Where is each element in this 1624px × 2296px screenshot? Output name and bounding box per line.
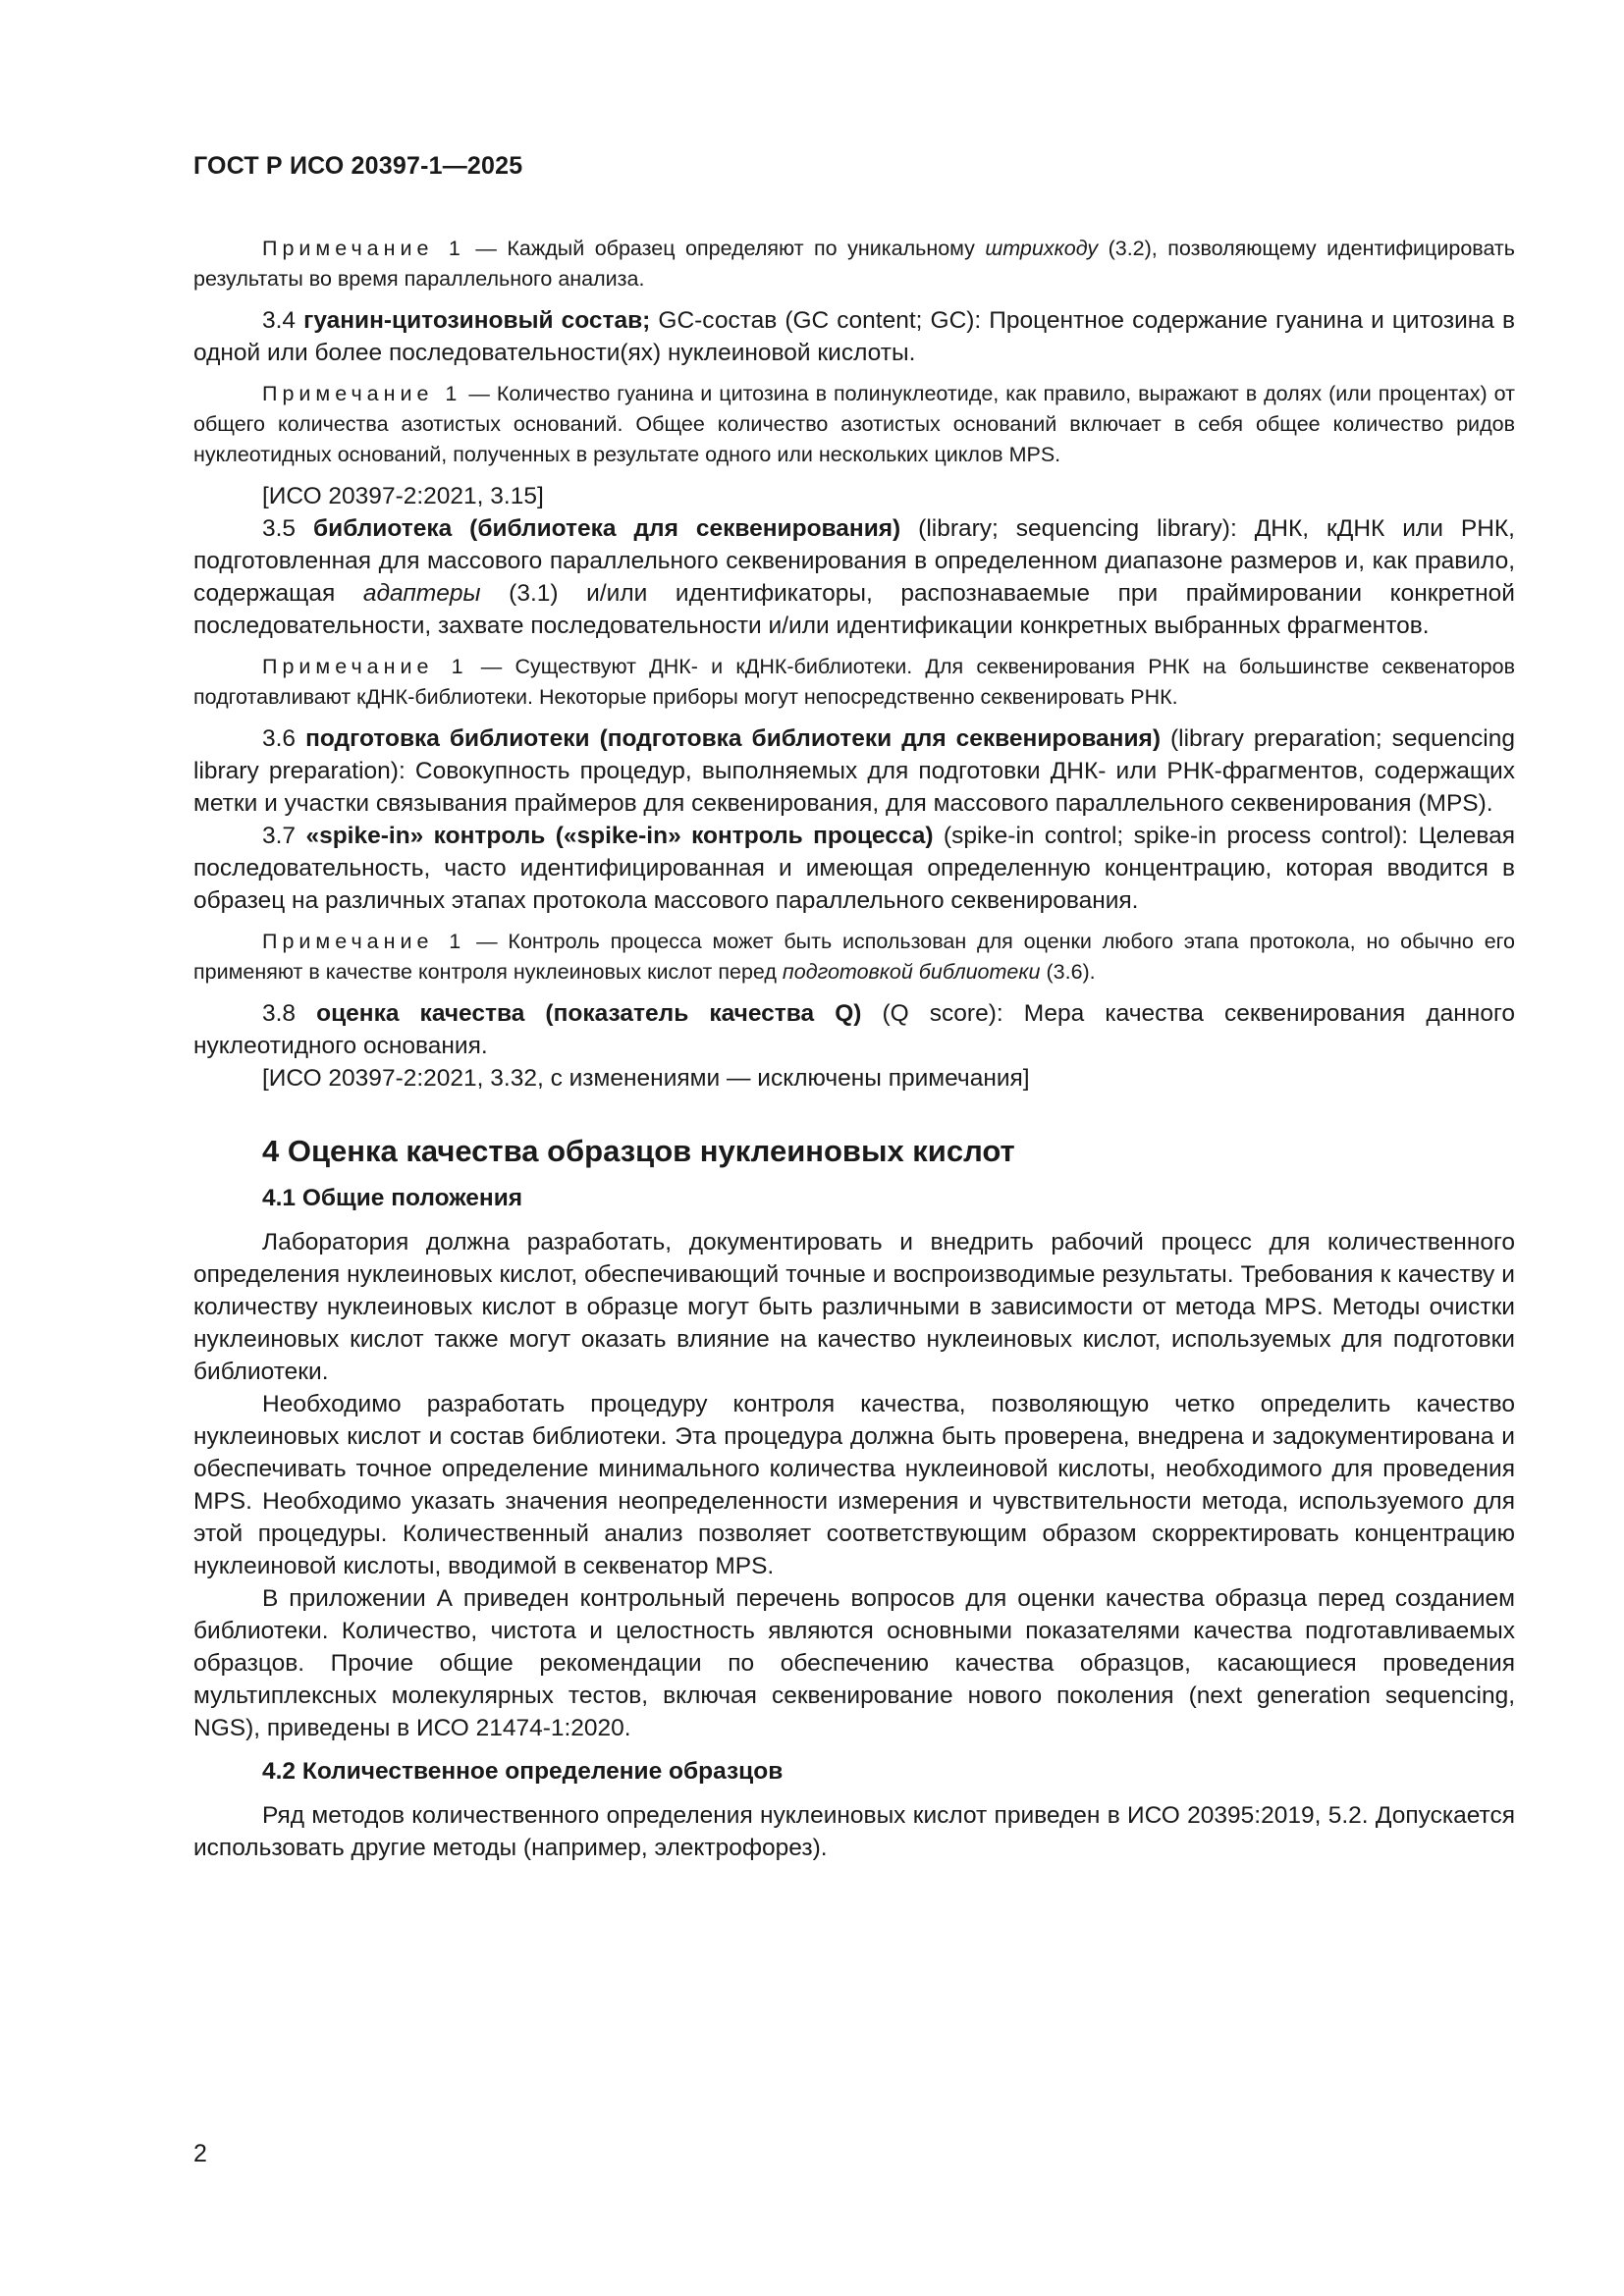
note-3-7: Примечание 1 — Контроль процесса может быть использован для оценки любого этапа протокола, но обычно его применяют в качестве контроля нуклеиновых кислот перед подготовкой библиотеки (3.6). [193,930,1516,984]
section-4-2-paragraph: Ряд методов количественного определения нуклеиновых кислот приведен в ИСО 20395:2019, 5.2. Допускается использовать другие методы (например, электрофорез). [193,1802,1515,1861]
term-3-5: 3.5 библиотека (библиотека для секвенирования) (library; sequencing library): ДНК, кДНК или РНК, подготовленная для массового параллельного секвенирования в определенном диапазоне размеров и, как правило, содержащая адаптеры (3.1) и/или идентификаторы, распознаваемые при праймировании конкретной последовательности, захвате последовательности и/или идентификации конкретных выбранных фрагментов. [193,515,1515,639]
section-4-2-heading: 4.2 Количественное определение образцов [262,1758,784,1785]
source-3-4: [ИСО 20397-2:2021, 3.15] [262,483,544,509]
page-number: 2 [193,2140,207,2167]
note-3-4: Примечание 1 — Количество гуанина и цитозина в полинуклеотиде, как правило, выражают в долях (или процентах) от общего количества азотистых оснований. Общее количество азотистых оснований включает в себя общее количество ридов нуклеотидных оснований, полученных в результате одного или нескольких циклов MPS. [193,382,1516,466]
term-3-7: 3.7 «spike-in» контроль («spike-in» контроль процесса) (spike-in control; spike-in process control): Целевая последовательность, часто идентифицированная и имеющая определенную концентрацию, которая вводится в образец на различных этапах протокола массового параллельного секвенирования. [193,823,1515,914]
term-3-6: 3.6 подготовка библиотеки (подготовка библиотеки для секвенирования) (library preparation; sequencing library preparation): Совокупность процедур, выполняемых для подготовки ДНК- или РНК-фрагментов, содержащих метки и участки связывания праймеров для секвенирования, для массового параллельного секвенирования (MPS). [193,725,1515,817]
document-body [193,224,1515,1864]
source-3-8: [ИСО 20397-2:2021, 3.32, с изменениями — исключены примечания] [262,1065,1030,1092]
term-3-4: 3.4 гуанин-цитозиновый состав; GC-состав (GC content; GC): Процентное содержание гуанина и цитозина в одной или более последовательности(ях) нуклеиновой кислоты. [193,307,1515,366]
section-4-1-heading: 4.1 Общие положения [262,1185,523,1211]
section-4-heading: 4 Оценка качества образцов нуклеиновых кислот [262,1134,1015,1168]
document-header: ГОСТ Р ИСО 20397-1—2025 [193,152,523,180]
note-3-5: Примечание 1 — Существуют ДНК- и кДНК-библиотеки. Для секвенирования РНК на большинстве секвенаторов подготавливают кДНК-библиотеки. Некоторые приборы могут непосредственно секвенировать РНК. [193,655,1515,709]
term-3-8: 3.8 оценка качества (показатель качества Q) (Q score): Мера качества секвенирования данного нуклеотидного основания. [193,1000,1515,1059]
section-4-1-paragraph: В приложении А приведен контрольный перечень вопросов для оценки качества образца перед созданием библиотеки. Количество, чистота и целостность являются основными показателями качества подготавливаемых образцов. Прочие общие рекомендации по обеспечению качества образцов, касающиеся проведения мультиплексных молекулярных тестов, включая секвенирование нового поколения (next generation sequencing, NGS), приведены в ИСО 21474-1:2020. [193,1585,1515,1741]
note-3-3: Примечание 1 — Каждый образец определяют по уникальному штрихкоду (3.2), позволяющему идентифицировать результаты во время параллельного анализа. [193,237,1515,291]
section-4-1-paragraph: Лаборатория должна разработать, документировать и внедрить рабочий процесс для количественного определения нуклеиновых кислот, обеспечивающий точные и воспроизводимые результаты. Требования к качеству и количеству нуклеиновых кислот в образце могут быть различными в зависимости от метода MPS. Методы очистки нуклеиновых кислот также могут оказать влияние на качество нуклеиновых кислот, используемых для подготовки библиотеки. [193,1229,1515,1385]
section-4-1-paragraph: Необходимо разработать процедуру контроля качества, позволяющую четко определить качество нуклеиновых кислот и состав библиотеки. Эта процедура должна быть проверена, внедрена и задокументирована и обеспечивать точное определение минимального количества нуклеиновой кислоты, необходимого для проведения MPS. Необходимо указать значения неопределенности измерения и чувствительности метода, используемого для этой процедуры. Количественный анализ позволяет соответствующим образом скорректировать концентрацию нуклеиновой кислоты, вводимой в секвенатор MPS. [193,1391,1515,1579]
